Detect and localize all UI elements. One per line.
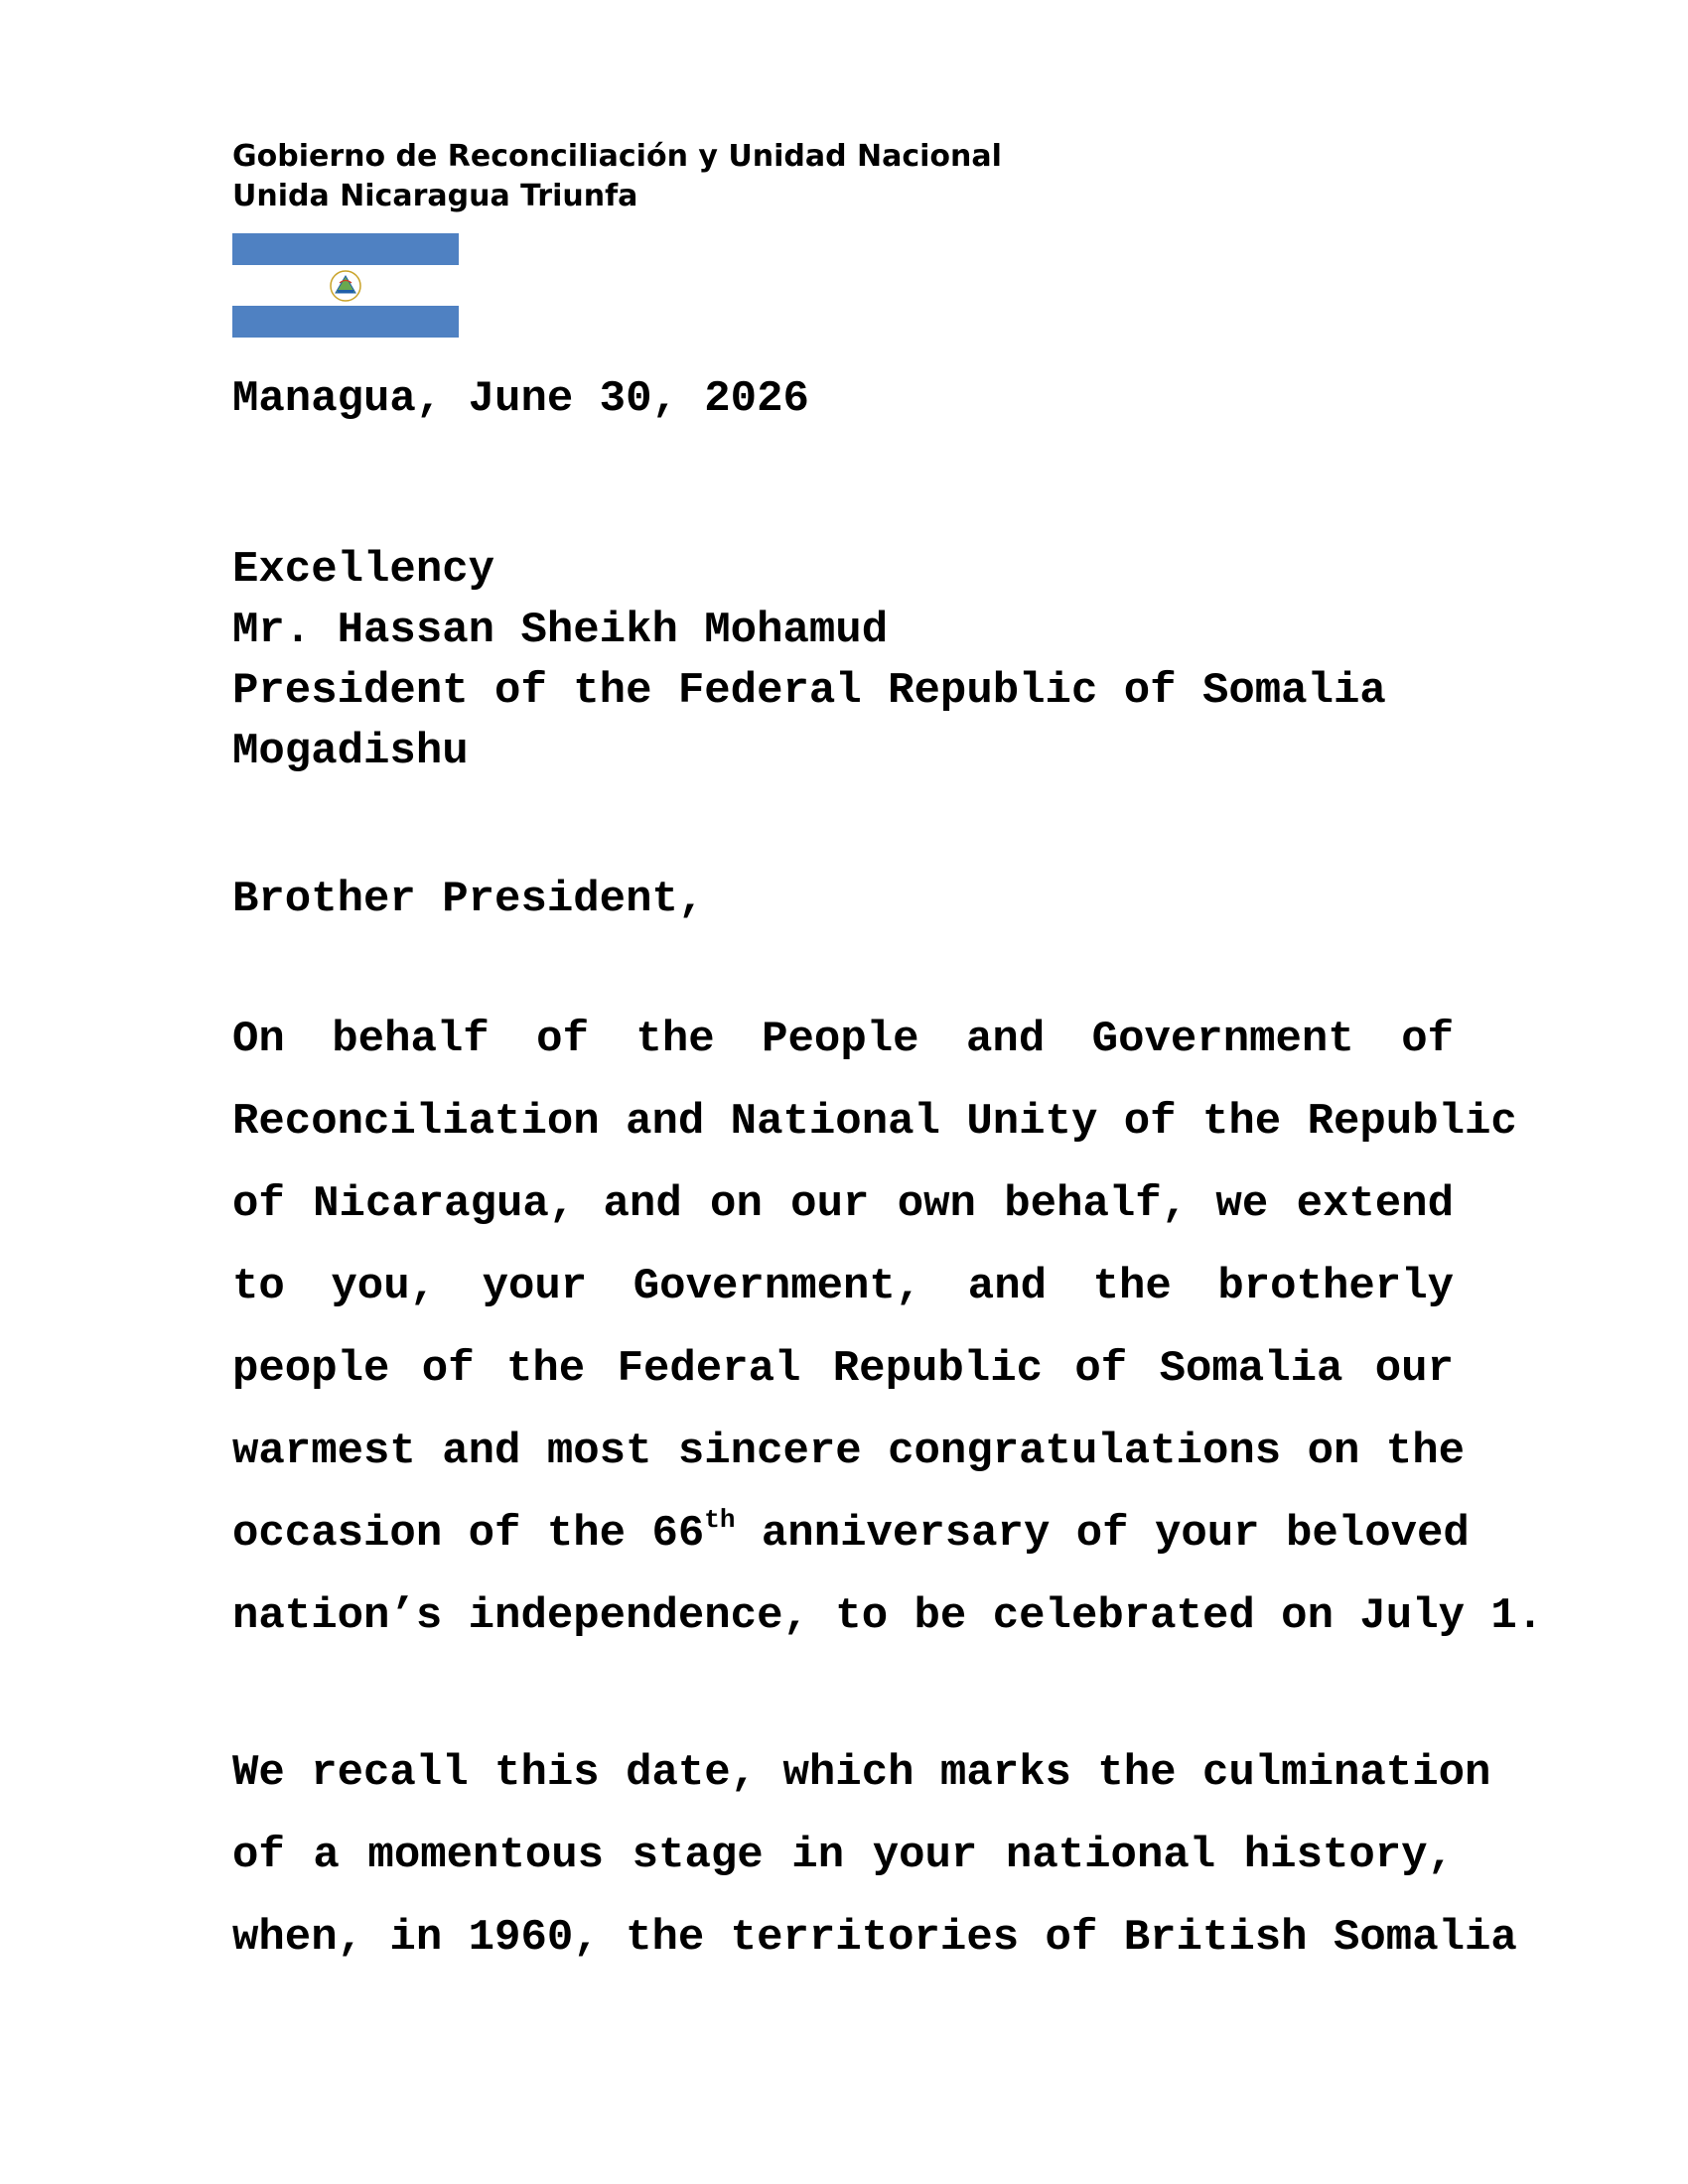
- paragraph-history: [232, 1732, 1517, 1979]
- letter-date: Managua, June 30, 2026: [232, 374, 809, 424]
- paragraph-line: Reconciliation and National Unity of the Republic: [232, 1097, 1517, 1147]
- paragraph-line: people of the Federal Republic of Somalia our: [232, 1344, 1454, 1394]
- ordinal-suffix: th: [704, 1505, 736, 1535]
- anniversary-text-before: occasion of the 66: [232, 1509, 705, 1559]
- addressee-position: President of the Federal Republic of Somalia: [232, 666, 1386, 716]
- nicaragua-flag-icon: [232, 233, 459, 338]
- paragraph-line: to you, your Government, and the brotherly: [232, 1262, 1454, 1311]
- flag-top-stripe: [232, 233, 459, 265]
- paragraph-line: On behalf of the People and Government of: [232, 1015, 1454, 1064]
- letterhead: [232, 137, 1002, 216]
- salutation: Brother President,: [232, 875, 705, 924]
- paragraph-line: of a momentous stage in your national history,: [232, 1831, 1454, 1880]
- anniversary-text-after: anniversary of your beloved: [735, 1509, 1470, 1559]
- letterhead-slogan: Unida Nicaragua Triunfa: [232, 179, 638, 213]
- addressee-name: Mr. Hassan Sheikh Mohamud: [232, 606, 889, 655]
- paragraph-congratulations: [232, 999, 1544, 1658]
- paragraph-line: nation’s independence, to be celebrated on July 1.: [232, 1591, 1544, 1641]
- paragraph-line: We recall this date, which marks the culmination: [232, 1748, 1491, 1798]
- addressee-block: [232, 540, 1386, 782]
- coat-of-arms-icon: [326, 269, 365, 303]
- addressee-city: Mogadishu: [232, 727, 469, 776]
- paragraph-line: warmest and most sincere congratulations on the: [232, 1427, 1466, 1476]
- addressee-title: Excellency: [232, 545, 495, 595]
- letterhead-government-name: Gobierno de Reconciliación y Unidad Nacional: [232, 139, 1002, 174]
- paragraph-line: when, in 1960, the territories of British Somalia: [232, 1913, 1517, 1963]
- paragraph-line-anniversary: [232, 1493, 1470, 1575]
- flag-bottom-stripe: [232, 306, 459, 338]
- paragraph-line: of Nicaragua, and on our own behalf, we extend: [232, 1179, 1454, 1229]
